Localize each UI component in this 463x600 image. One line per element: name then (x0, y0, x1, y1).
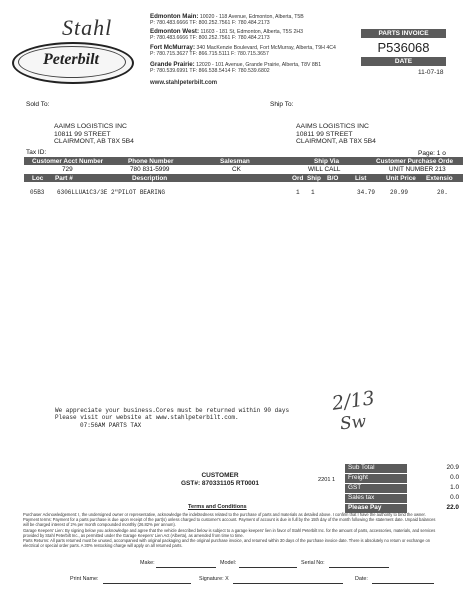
location-name: Fort McMurray: (150, 44, 196, 51)
totals-value: 20.9 (446, 464, 459, 471)
phone-value: 780 831-5999 (130, 166, 170, 173)
signature-line[interactable] (233, 583, 343, 584)
totals-value: 0.0 (450, 494, 459, 501)
item-part-description: 6306LLUA1C3/3E 2"PILOT BEARING (57, 189, 166, 196)
item-extension: 20. (437, 189, 448, 196)
location-edmonton-west (150, 29, 345, 41)
invoice-date: 11-07-18 (418, 69, 444, 76)
address-line: AAIMS LOGISTICS INC (54, 123, 127, 130)
serial-label: Serial No: (301, 560, 325, 566)
location-fort-mcmurray (150, 45, 350, 57)
terms-title: Terms and Conditions (188, 504, 247, 510)
message-line-1: We appreciate your business.Cores must be returned within 90 days (55, 407, 290, 414)
customer-po-value: UNIT NUMBER 213 (389, 166, 446, 173)
location-edmonton-main (150, 14, 345, 26)
terms-line: Purchaser Acknowledgement: I, the undersigned owner or representative, acknowledge the indebtedness related to the purchase of parts and materials as detailed above. I confirm that I have the authority to bind the owner. (23, 512, 426, 517)
terms-line: provided by Stahl Peterbilt Inc., as permitted under the Garage Keepers' Lien Act (Alberta), as amended from time to time. (23, 532, 244, 538)
date-line[interactable] (372, 583, 434, 584)
col-unit-price: Unit Price (386, 175, 416, 182)
item-loc: 05B3 (30, 189, 45, 196)
doc-type-header: PARTS INVOICE (361, 29, 446, 38)
col-part-number: Part # (55, 175, 73, 182)
location-phones: P: 780.483.6666 TF: 800.252.7561 F: 780.484.2173 (150, 20, 270, 26)
terms-body (23, 512, 461, 548)
terms-line: Parts Returns: All parts returned must be unused, accompanied with original packaging and the original purchase invoice, and returned within 30 days of the purchase invoice date. There is absolutely no return or exchange on (23, 538, 431, 544)
totals-row-freight (345, 474, 461, 483)
location-address: 11603 - 181 St, Edmonton, Alberta, T5S 2H3 (199, 29, 303, 35)
location-address: 10020 - 118 Avenue, Edmonton, Alberta, T5B (198, 14, 304, 20)
col-list: List (355, 175, 367, 182)
location-name: Grande Prairie: (150, 61, 195, 68)
location-name: Edmonton Main: (150, 13, 199, 20)
col-ship-via: Ship Via (314, 158, 340, 165)
col-bo: B/O (327, 175, 339, 182)
address-line: CLAIRMONT, AB T8X 5B4 (296, 138, 376, 145)
invoice-code: 2201 1 (318, 477, 336, 483)
totals-row-gst (345, 484, 461, 493)
terms-line: electrical or special order parts. A 30% restocking charge will apply on all returned parts. (23, 543, 183, 549)
date-header: DATE (361, 57, 446, 66)
location-name: Edmonton West: (150, 28, 200, 35)
terms-line: Garage Keepers' Lien: By signing below you acknowledge and agree that the vehicle described below is subject to a garage keepers' lien in favor of Stahl Peterbilt Inc. for the amount of parts, accessories, materials, and services (23, 527, 436, 533)
location-address: 12020 - 101 Avenue, Grande Prairie, Alberta, T8V 8B1 (194, 62, 322, 68)
logo-oval-text: Peterbilt (43, 51, 99, 68)
signature-label: Signature: X (199, 576, 229, 582)
item-ship: 1 (311, 189, 315, 196)
model-label: Model: (220, 560, 237, 566)
address-line: 10811 99 STREET (54, 130, 111, 138)
website-text: www.stahlpeterbilt.com (150, 80, 218, 86)
customer-label: CUSTOMER (201, 472, 239, 479)
col-customer-po: Customer Purchase Orde (376, 158, 454, 165)
totals-value: 1.0 (450, 484, 459, 491)
logo-script-text: Stahl (62, 15, 113, 40)
print-name-line[interactable] (103, 583, 191, 584)
ship-to-label: Ship To: (270, 101, 294, 108)
item-list: 34.79 (357, 189, 376, 196)
address-line: AAIMS LOGISTICS INC (296, 123, 369, 130)
make-label: Make: (140, 560, 155, 566)
ship-to-address (296, 123, 376, 146)
message-line-2: Please visit our website at www.stahlpeterbilt.com. (55, 414, 239, 421)
col-salesman: Salesman (220, 158, 250, 165)
col-extension: Extensio (426, 175, 453, 182)
terms-line: Payment terms: Payment for a parts purchase is due upon receipt of the part(s) unless charged to customer's account. Payment of account is due in full by the 15th day of the month following the statement date. Unpaid balances (23, 517, 436, 523)
totals-row-sales-tax (345, 494, 461, 503)
location-grande-prairie (150, 62, 345, 74)
location-phones: P: 780.539.6991 TF: 866.538.5414 F: 780.539.6802 (150, 68, 270, 74)
message-line-3: 07:56AM PARTS TAX (80, 422, 142, 429)
col-loc: Loc (32, 175, 44, 182)
date-label: Date: (355, 576, 368, 582)
handwritten-note-1: 2/13 (330, 387, 376, 415)
ship-via-value: WILL CALL (308, 166, 341, 173)
serial-line[interactable] (329, 567, 389, 568)
sold-to-address (54, 123, 134, 146)
totals-row-subtotal (345, 464, 461, 473)
totals-label: GST (348, 484, 362, 491)
invoice-number: P536068 (377, 40, 430, 55)
totals-value: 22.0 (446, 504, 459, 511)
col-description: Description (132, 175, 168, 182)
location-address: 340 MacKenzie Boulevard, Fort McMurray, Alberta, T9H 4C4 (195, 45, 336, 51)
sold-to-label: Sold To: (26, 101, 50, 108)
location-phones: P: 780.715.3627 TF: 866.715.5111 F: 780.715.3657 (150, 51, 269, 57)
make-line[interactable] (156, 567, 216, 568)
col-ship: Ship (307, 175, 321, 182)
model-line[interactable] (239, 567, 297, 568)
item-ord: 1 (296, 189, 300, 196)
totals-value: 0.0 (450, 474, 459, 481)
col-customer-acct: Customer Acct Number (32, 158, 104, 165)
terms-line: will be charged interest of 2% per month compounded monthly (26.82% per annum). (23, 522, 176, 528)
totals-label: Please Pay (348, 504, 382, 511)
handwritten-note-2: Sw (339, 411, 368, 435)
tax-id-label: Tax ID: (26, 149, 47, 156)
col-ord: Ord (292, 175, 304, 182)
item-unit-price: 20.99 (390, 189, 409, 196)
page-number: Page: 1 o (418, 150, 446, 157)
col-phone-number: Phone Number (128, 158, 174, 165)
address-line: CLAIRMONT, AB T8X 5B4 (54, 138, 134, 145)
totals-label: Freight (348, 474, 368, 481)
totals-label: Sales tax (348, 494, 375, 501)
address-line: 10811 99 STREET (296, 130, 353, 138)
customer-acct-value: 729 (62, 166, 73, 173)
gst-number: GST#: 870331105 RT0001 (180, 480, 260, 487)
totals-label: Sub Total (348, 464, 375, 471)
print-name-label: Print Name: (70, 576, 99, 582)
salesman-value: CK (232, 166, 241, 173)
location-phones: P: 780.483.6666 TF: 800.252.7561 F: 780.484.2173 (150, 35, 270, 41)
